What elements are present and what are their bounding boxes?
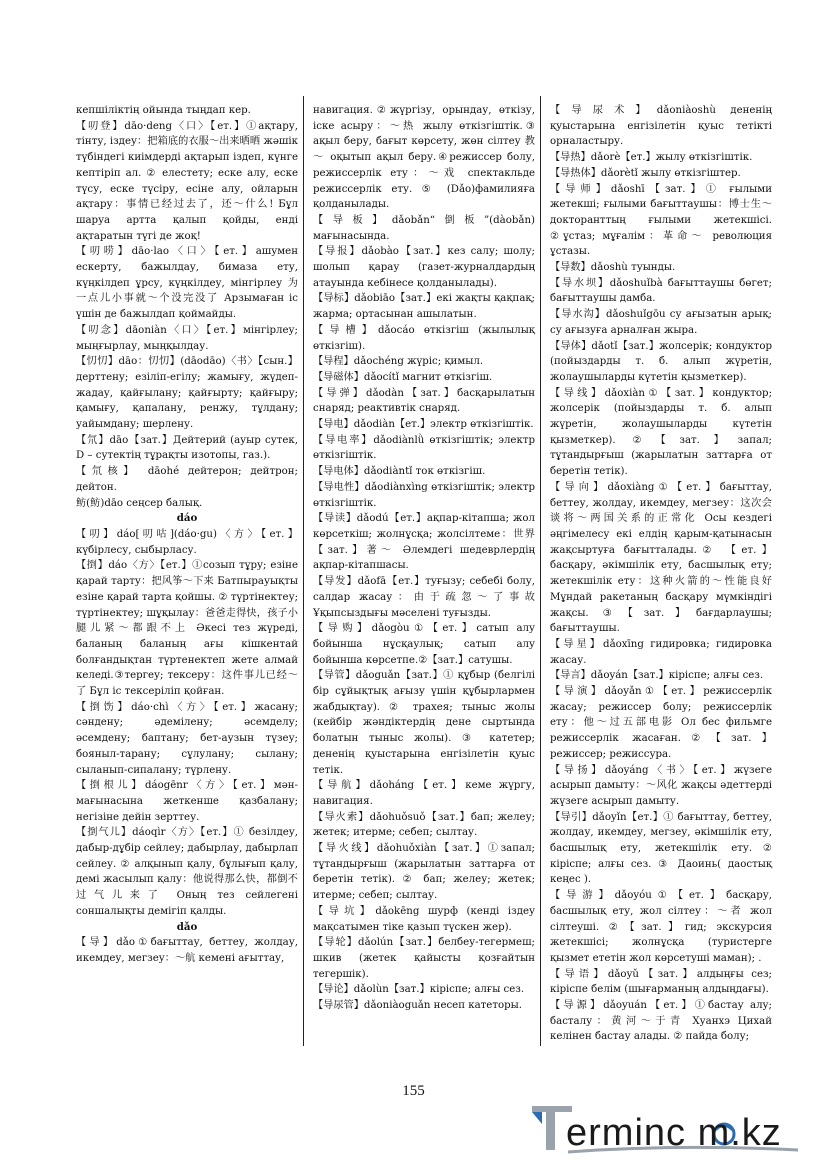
dictionary-entry: 【叨登】dāo·deng〈口〉【ет.】①ақтару, тінту, іздеу：把箱底的衣服～出来晒晒 жәшік түбіндегі киімдерді ақтарып іздеп, күнге кептіріп ал. ② елестету; еске алу, еске түсу, еске түсіру, есіне алу, ойларын ақтару：事情已经过去了，还～什么! Бұл шаруа артта қалып қойды, енді ақтаратын түгі де жоқ!	[76, 120, 298, 242]
dictionary-entry: 【捯】dáo〈方〉【ет.】①созып тұру; езіне қарай тарту：把风筝～下来 Батпырауықты езіне қарай тарта қойшы. ② түртінектеу; түртінектеу; шұқылау：爸爸走得快，孩子小腿儿紧～都跟不上 Әкесі тез жүреді, баланың баланың ағы кішкентай болғандықтан түртенектеп жете алмай келеді.③тергеу; тексеру：这件事儿已经～了 Бұл іс тексеріліп қойған.	[76, 560, 298, 698]
column-1	[76, 103, 298, 967]
dictionary-entry: 【导板】dǎobǎn“倒板”(dàobǎn) мағынасында.	[313, 214, 535, 242]
dictionary-entry: 【导体】dǎotǐ【зат.】жолсерік; кондуктор (пойыздарды т. б. алып жүретін, жолаушыларды күтетін қызметкер).	[550, 340, 772, 383]
dictionary-entry: 【导购】dǎogòu①【ет.】сатып алу бойынша нұсқаулық; сатып алу бойынша көрсетпе.②【зат.】сатушы.	[313, 623, 535, 666]
dictionary-entry: 【导语】dǎoyǔ【зат.】алдыңғы сез; кіріспе белім (шығарманың алдыңдағы).	[550, 968, 772, 996]
dictionary-entry: 【导水坝】dǎoshuǐbà бағыттаушы бөгет; бағыттаушы дамба.	[550, 277, 772, 305]
dictionary-entry: 【导星】dǎoxīng гидировка; гидировка жасау.	[550, 638, 772, 666]
dictionary-entry: 【导水沟】dǎoshuǐgōu су ағызатын арық; су ағызуға арналған жыра.	[550, 309, 772, 336]
column-2	[313, 103, 535, 1014]
dictionary-entry: 【导航】dǎoháng【ет.】кеме жүргу, навигация.	[313, 780, 535, 807]
dictionary-entry: 【导标】dǎobiāo【зат.】екі жақты қақпақ; жарма; ортасынан ашылатын.	[313, 293, 535, 321]
dictionary-entry: 【导线】dǎoxiàn①【зат.】кондуктор; жолсерік (пойыздарды т. б. алып жүретін, жолаушыларды күтетін қызметкер). ②【зат.】запал; тұтандырғыш (жарылатын заттарға от беретін тетік).	[550, 387, 772, 478]
dictionary-entry: 【导游】dǎoyóu①【ет.】басқару, басшылық ету, жол сілтеу：～者 жол сілтеуші. ②【зат.】гид; экскурсия жетекшісі; жолнұсқа (туристерге қызмет ететін жол көрсетуші маман); .	[550, 890, 772, 964]
dictionary-entry: 【导报】dǎobào【зат.】кез салу; шолу; шолып қарау (газет-журналдардың атауында кебінесе қолданылады).	[313, 246, 535, 289]
section-heading: dáo	[176, 512, 198, 525]
dictionary-entry: 【导发】dǎofā【ет.】туғызу; себебі болу, салдар жасау：由于疏忽～了事故 Ұқыпсыздығы мәселені туғызды.	[313, 576, 535, 619]
dictionary-entry: 【导】dǎo①бағыттау, беттеу, жолдау, икемдеу, мегзеу：～航 кемені ағыттау,	[76, 937, 298, 964]
dictionary-entry: 【导槽】dǎocáo өткізгіш (жылылық өткізгіш).	[313, 324, 535, 352]
dictionary-entry: 【导师】dǎoshī【зат.】① ғылыми жетекші; ғылыми бағыттаушы：博士生～ докторанттың ғылыми жетекшісі. ②ұстаз; мұғалім：革命～ революция ұстазы.	[550, 183, 772, 258]
dictionary-entry: 【氘核】 dāohé дейтерон; дейтрон; дейтон.	[76, 466, 298, 493]
dictionary-entry: 【氘】dāo【зат.】Дейтерий (ауыр сутек, D – сутектің тұрақты изотопы, газ.).	[76, 434, 298, 462]
dictionary-entry: 【导尿术】dǎoniàoshù дененің қуыстарына енгізілетін қуыс тетікті орналастыру.	[550, 105, 772, 148]
dictionary-entry: 【导程】dǎochéng жүріс; қимыл.	[313, 356, 484, 368]
column-divider-left	[303, 96, 304, 1046]
dictionary-entry: 【导管】dǎoguǎn【зат.】① құбыр (белгілі бір сұйықтық ағызу үшін құбырлармен жабдықтау). ② трахея; тыныс жолы (кейбір жәндіктердің дене сыртында болатын тыныс жолы). ③ катетер; дененің қуыстарына енгізілетін қуыс тетік.	[313, 670, 535, 776]
dictionary-entry: 【导轮】dǎolún【зат.】белбеу-тегермеш; шкив (жетек қайысты қозғайтын тегершік).	[313, 937, 535, 980]
dictionary-entry: 【捯根儿】dáogēnr〈方〉【ет.】мән-мағынасына жеткенше қазбалану; негізіне дейін зерттеу.	[76, 780, 298, 823]
dictionary-entry: 【导演】dǎoyǎn①【ет.】режиссерлік жасау; режиссер болу; режиссерлік ету：他～过五部电影 Ол бес фильмге режиссерлік жасаған.②【зат.】режиссер; режиссура.	[550, 686, 772, 760]
termincom-logo	[528, 1100, 813, 1160]
dictionary-entry: 【叨】dáo[叨咕](dáo·gu)〈方〉【ет.】күбірлесу, сыбырласу.	[76, 528, 298, 556]
dictionary-entry: 【导向】dǎoxiàng①【ет.】бағыттау, беттеу, жолдау, икемдеу, мегзеу：这次会谈将～两国关系的正常化 Осы кездегі әңгімелесу екі елдің қарым-қатынасын жақсыртуға бағытталады.② 【ет.】басқару, әкімшілік ету, басшылық ету; жетекшілік ету：这种火箭的～性能良好 Мұндай ракетаның басқару мүмкіндігі жақсы. ③【зат.】бағдарлаушы; бағыттаушы.	[550, 481, 772, 635]
dictionary-entry: 【导电】dǎodiàn【ет.】электр өткізгіштік.	[313, 419, 534, 431]
dictionary-entry: 【导源】dǎoyuán【ет.】①бастау алу; басталу：黄河～于青 Хуанхэ Цихай келінен бастау алады. ② пайда болу;	[550, 1000, 772, 1043]
dictionary-entry: 【导坑】dǎokēng шурф (кенді іздеу мақсатымен тіке қазып түскен жер).	[313, 905, 535, 933]
dictionary-entry: 【忉忉】dāo：忉忉】(dāodāo)〈书〉【сын.】дерттену; езіліп-егілу; жамығу, жүдеп-жадау, қайғылану; қайғырту; қайғыру; қамығу, қапалану, ренжу, тұлдану; уайымдану; шерлену.	[76, 356, 298, 431]
dictionary-entry: 【导尿管】dǎoniàoguǎn несеп катеторы.	[313, 1000, 522, 1012]
dictionary-entry: 【导电性】dǎodiànxìng өткізгіштік; электр өткізгіштік.	[313, 481, 535, 509]
logo-wordmark: erminc m.kz	[566, 1112, 782, 1154]
dictionary-entry: 【导扬】dǎoyáng〈书〉【ет.】жүзеге асырып дамыту：～风化 жақсы әдеттерді жүзеге асырып дамыту.	[550, 764, 772, 807]
dictionary-entry: 【导电率】dǎodiànlǜ өткізгіштік; электр өткізгіштік.	[313, 434, 535, 462]
dictionary-entry: 【导引】dǎoyǐn【ет.】① бағыттау, беттеу, жолдау, икемдеу, мегзеу, әкімшілік ету, басшылық ету, жетекшілік ету.② кіріспе; алғы сез. ③ Даоинь( даостық кеңес ).	[550, 811, 772, 886]
dictionary-entry: 【捯饬】dáo·chì〈方〉【ет.】жасану; сәндену; әдемілену; әсемделу; әсемдену; баптану; бет-аузын түзеу; бояныл-тарану; сұлулану; сылану; сыланып-сипалану; түрлену.	[76, 701, 298, 776]
dictionary-entry: 【导弹】dǎodàn【зат.】басқарылатын снаряд; реактивтік снаряд.	[313, 387, 535, 415]
dictionary-entry: 【导论】dǎolùn【зат.】кіріспе; алғы сез.	[313, 984, 525, 996]
dictionary-entry: 【导热】dǎorè【ет.】жылу өткізгіштік.	[550, 152, 753, 164]
dictionary-entry: 【导火线】dǎohuǒxiàn【зат.】①запал; тұтандырғыш (жарылатын заттарға от беретін тетік). ② бап; желеу; жетек; итерме; себеп; сылтау.	[313, 843, 535, 902]
page-number: 155	[402, 1083, 425, 1099]
dictionary-entry: 【叨念】dāoniàn〈口〉【ет.】мінгірлеу; мыңғырлау, мыңқылдау.	[76, 324, 298, 352]
dictionary-entry: 【捯气儿】dáoqìr〈方〉【ет.】① безілдеу, дабыр-дұбір сейлеу; дабырлау, дабырлап сейлеу. ② алқынып қалу, бұлығып қалу, демі жасылып қалу：他说得那么快，都倒不过气儿来了 Оның тез сейлегені соншалықты демігіп қалды.	[76, 827, 298, 917]
dictionary-entry: 【导读】dǎodú【ет.】ақпар-кітапша; жол көрсеткіш; жолнұсқа; жолсілтеме：世界【зат.】著～ Әлемдегі шедеврлердің ақпар-кітапшасы.	[313, 513, 535, 572]
dictionary-entry: 【导言】dǎoyán【зат.】кіріспе; алғы сез.	[550, 670, 764, 682]
column-3	[550, 103, 772, 1045]
dictionary-entry: кепшіліктің ойында тыңдап кер.	[76, 105, 251, 116]
dictionary-entry: 【导电体】dǎodiàntǐ ток өткізгіш.	[313, 466, 486, 478]
dictionary-entry: 【叨唠】dāo·lao〈口〉【ет.】ашумен ескерту, бажылдау, бимаза ету, күңкілдеп ұрсу, күңкілдеу, мінгірлеу 为一点儿小事就～个没完没了 Арзымаған іс үшін де бажылдап қоймайды.	[76, 246, 298, 321]
dictionary-entry: 鲂(鲂)dāo сеңсер балық.	[76, 497, 203, 509]
dictionary-entry: навигация.②жүргізу, орындау, өткізу, іске асыру：～热 жылу өткізгіштік.③ ақыл беру, бағыт көрсету, жөн сілтеу 教～ оқытып ақыл беру.④режиссер болу, режиссерлік ету：～戏 спектакльде режиссерлік ету. ⑤ (Dǎo)фамилияға қолданылады.	[313, 105, 535, 211]
column-divider-right	[540, 96, 541, 1046]
dictionary-entry: 【导火索】dǎohuǒsuǒ【зат.】бап; желеу; жетек; итерме; себеп; сылтау.	[313, 811, 535, 839]
dictionary-entry: 【导数】dǎoshù туынды.	[550, 262, 676, 274]
dictionary-entry: 【导热体】dǎorètǐ жылу өткізгіштер.	[550, 167, 741, 179]
section-heading: dǎo	[176, 920, 198, 933]
dictionary-entry: 【导磁体】dǎocítǐ магнит өткізгіш.	[313, 371, 493, 383]
